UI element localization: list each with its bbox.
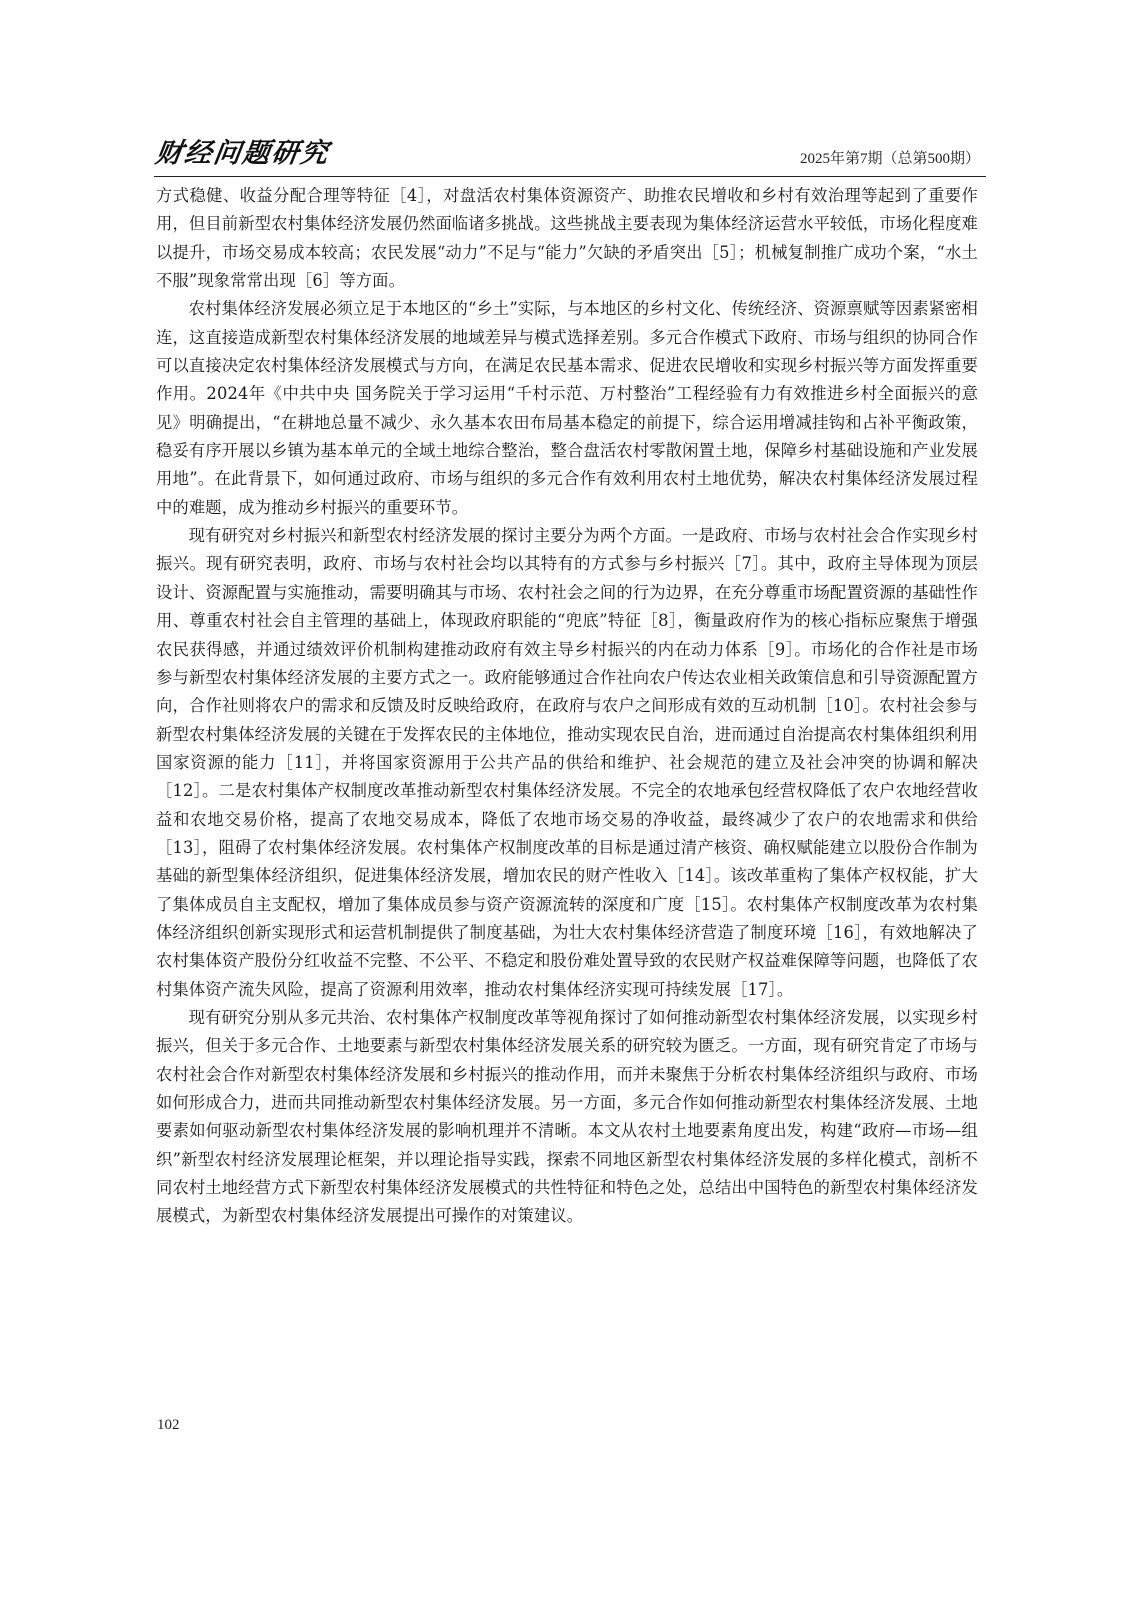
paragraph: 方式稳健、收益分配合理等特征［4］，对盘活农村集体资源资产、助推农民增收和乡村有效治理等起到了重要作用，但目前新型农村集体经济发展仍然面临诸多挑战。这些挑战主要表现为集体经济运营水平较低，市场化程度难以提升，市场交易成本较高；农民发展“动力”不足与“能力”欠缺的矛盾突出［5］；机械复制推广成功个案，“水土不服”现象常常出现［6］等方面。 bbox=[156, 186, 978, 291]
article-body bbox=[156, 182, 978, 1231]
page-header bbox=[154, 132, 986, 177]
paragraph: 现有研究对乡村振兴和新型农村经济发展的探讨主要分为两个方面。一是政府、市场与农村社会合作实现乡村振兴。现有研究表明，政府、市场与农村社会均以其特有的方式参与乡村振兴［7］。其中，政府主导体现为顶层设计、资源配置与实施推动，需要明确其与市场、农村社会之间的行为边界，在充分尊重市场配置资源的基础性作用、尊重农村社会自主管理的基础上，体现政府职能的“兜底”特征［8］，衡量政府作为的核心指标应聚焦于增强农民获得感，并通过绩效评价机制构建推动政府有效主导乡村振兴的内在动力体系［9］。市场化的合作社是市场参与新型农村集体经济发展的主要方式之一。政府能够通过合作社向农户传达农业相关政策信息和引导资源配置方向，合作社则将农户的需求和反馈及时反映给政府，在政府与农户之间形成有效的互动机制［10］。农村社会参与新型农村集体经济发展的关键在于发挥农民的主体地位，推动实现农民自治，进而通过自治提高农村集体组织利用国家资源的能力［11］，并将国家资源用于公共产品的供给和维护、社会规范的建立及社会冲突的协调和解决［12］。二是农村集体产权制度改革推动新型农村集体经济发展。不完全的农地承包经营权降低了农户农地经营收益和农地交易价格，提高了农地交易成本，降低了农地市场交易的净收益，最终减少了农户的农地需求和供给［13］，阻碍了农村集体经济发展。农村集体产权制度改革的目标是通过清产核资、确权赋能建立以股份合作制为基础的新型集体经济组织，促进集体经济发展，增加农民的财产性收入［14］。该改革重构了集体产权权能，扩大了集体成员自主支配权，增加了集体成员参与资产资源流转的深度和广度［15］。农村集体产权制度改革为农村集体经济组织创新实现形式和运营机制提供了制度基础，为壮大农村集体经济营造了制度环境［16］，有效地解决了农村集体资产股份分红收益不完整、不公平、不稳定和股份难处置导致的农民财产权益难保障等问题，也降低了农村集体资产流失风险，提高了资源利用效率，推动农村集体经济实现可持续发展［17］。 bbox=[156, 526, 978, 999]
issue-info: 2025年第7期（总第500期） bbox=[799, 151, 980, 167]
paragraph: 农村集体经济发展必须立足于本地区的“乡土”实际，与本地区的乡村文化、传统经济、资源禀赋等因素紧密相连，这直接造成新型农村集体经济发展的地域差异与模式选择差别。多元合作模式下政府、市场与组织的协同合作可以直接决定农村集体经济发展模式与方向，在满足农民基本需求、促进农民增收和实现乡村振兴等方面发挥重要作用。2024年《中共中央 国务院关于学习运用“千村示范、万村整治”工程经验有力有效推进乡村全面振兴的意见》明确提出，“在耕地总量不减少、永久基本农田布局基本稳定的前提下，综合运用增减挂钩和占补平衡政策，稳妥有序开展以乡镇为基本单元的全域土地综合整治，整合盘活农村零散闲置土地，保障乡村基础设施和产业发展用地”。在此背景下，如何通过政府、市场与组织的多元合作有效利用农村土地优势，解决农村集体经济发展过程中的难题，成为推动乡村振兴的重要环节。 bbox=[156, 299, 978, 517]
page-number: 102 bbox=[157, 1417, 180, 1433]
paragraph: 现有研究分别从多元共治、农村集体产权制度改革等视角探讨了如何推动新型农村集体经济发展，以实现乡村振兴，但关于多元合作、土地要素与新型农村集体经济发展关系的研究较为匮乏。一方面，现有研究肯定了市场与农村社会合作对新型农村集体经济发展和乡村振兴的推动作用，而并未聚焦于分析农村集体经济组织与政府、市场如何形成合力，进而共同推动新型农村集体经济发展。另一方面，多元合作如何推动新型农村集体经济发展、土地要素如何驱动新型农村集体经济发展的影响机理并不清晰。本文从农村土地要素角度出发，构建“政府—市场—组织”新型农村经济发展理论框架，并以理论指导实践，探索不同地区新型农村集体经济发展的多样化模式，剖析不同农村土地经营方式下新型农村集体经济发展模式的共性特征和特色之处，总结出中国特色的新型农村集体经济发展模式，为新型农村集体经济发展提出可操作的对策建议。 bbox=[156, 1007, 978, 1226]
journal-logo: 财经问题研究 bbox=[153, 138, 332, 169]
